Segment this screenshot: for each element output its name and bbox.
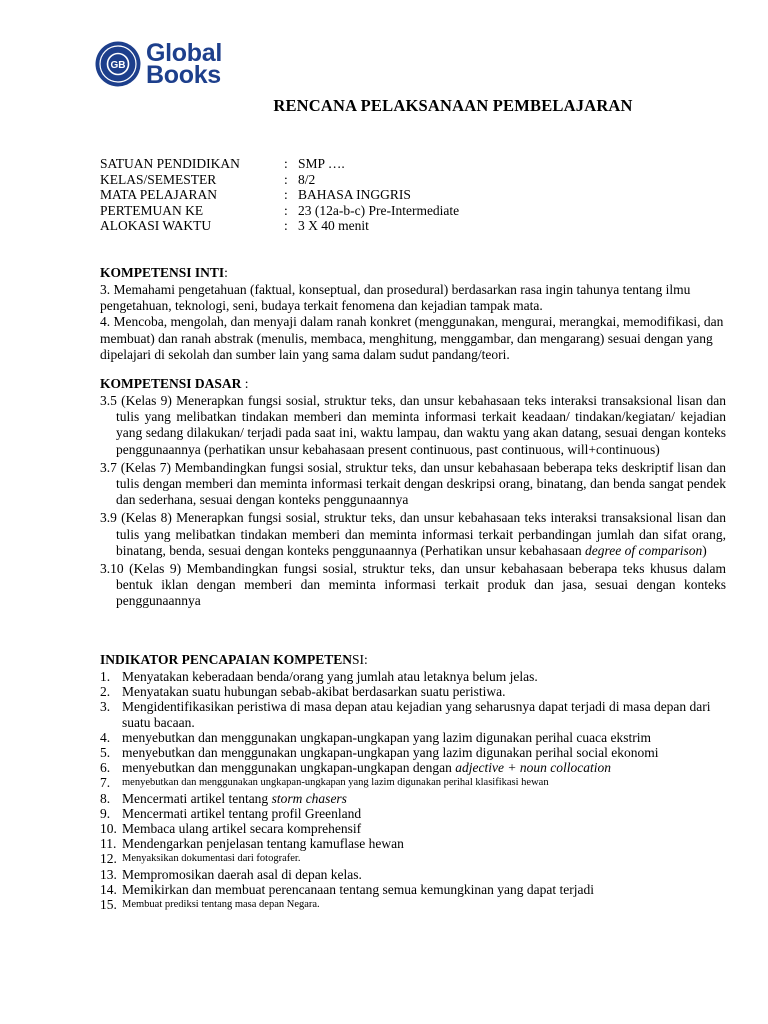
identity-row	[100, 172, 459, 188]
indikator-item	[100, 882, 726, 897]
kd-item-3-9-end: )	[702, 542, 707, 558]
kd-item-3-10: 3.10 (Kelas 9) Membandingkan fungsi sosial, struktur teks, dan unsur kebahasaan beberapa teks khusus dalam bentuk iklan dengan memberi dan meminta informasi terkait produk dan jasa, sesuai dengan konteks penggunaannya	[100, 561, 726, 609]
indikator-number: 3.	[100, 699, 111, 715]
identity-label: ALOKASI WAKTU	[100, 218, 212, 233]
indikator-text	[122, 730, 726, 745]
indikator-text-body: Mencermati artikel tentang	[122, 790, 272, 806]
indikator-number: 8.	[100, 790, 111, 806]
logo-wordmark	[146, 39, 222, 89]
indikator-item	[100, 684, 726, 699]
indikator-number: 15.	[100, 897, 117, 913]
document-title: RENCANA PELAKSANAAN PEMBELAJARAN	[273, 96, 633, 115]
indikator-number: 10.	[100, 821, 117, 837]
indikator-text	[122, 760, 726, 775]
indikator-text-body: Memikirkan dan membuat perencanaan tentang semua kemungkinan yang dapat terjadi	[122, 881, 594, 897]
indikator-text-body: Mencermati artikel tentang profil Greenland	[122, 805, 362, 821]
indikator-item	[100, 836, 726, 851]
indikator-item	[100, 669, 726, 684]
kd-item-3-9-emphasis: degree of comparison	[584, 542, 703, 558]
indikator-item	[100, 745, 726, 760]
indikator-item	[100, 760, 726, 775]
indikator-item	[100, 851, 726, 866]
indikator-text-body: menyebutkan dan menggunakan ungkapan-ungkapan yang lazim digunakan perihal cuaca ekstrim	[122, 729, 651, 745]
kd-heading-suffix: :	[241, 376, 249, 391]
identity-value: 23 (12a-b-c) Pre-Intermediate	[298, 202, 460, 218]
identity-value: BAHASA INGGRIS	[298, 187, 411, 202]
indikator-text	[122, 745, 726, 760]
indikator-item	[100, 821, 726, 836]
identity-colon: :	[284, 218, 288, 233]
indikator-number: 4.	[100, 729, 111, 745]
kompetensi-dasar-section	[100, 375, 726, 612]
kd-item-3-7: 3.7 (Kelas 7) Membandingkan fungsi sosial, struktur teks, dan unsur kebahasaan beberapa teks deskriptif lisan dan tulis dengan memberi dan meminta informasi terkait dengan deskripsi orang, binatang, dan benda sangat pendek dan sederhana, sesuai dengan konteks penggunaannya	[100, 459, 726, 508]
indikator-text	[122, 867, 726, 882]
indikator-item	[100, 730, 726, 745]
indikator-text	[122, 684, 726, 699]
ip-heading-text: INDIKATOR PENCAPAIAN KOMPETEN	[100, 652, 353, 667]
kd-item-3-9	[100, 510, 726, 559]
indikator-text	[122, 806, 726, 821]
identity-colon: :	[284, 156, 288, 171]
indikator-item	[100, 897, 726, 912]
indikator-text	[122, 897, 726, 912]
identity-label: PERTEMUAN KE	[100, 202, 204, 218]
identity-value: 3 X 40 menit	[298, 218, 369, 233]
kompetensi-dasar-heading	[100, 375, 726, 393]
indikator-text-body: Membuat prediksi tentang masa depan Negara.	[122, 899, 320, 911]
indikator-text-body: Membaca ulang artikel secara komprehensif	[122, 821, 362, 837]
logo-line-books: Books	[146, 61, 221, 89]
indikator-number: 6.	[100, 760, 111, 776]
indikator-text-body: menyebutkan dan menggunakan ungkapan-ungkapan yang lazim digunakan perihal klasifikasi hewan	[122, 777, 549, 789]
kd-item-3-9-text: 3.9 (Kelas 8) Menerapkan fungsi sosial, struktur teks, dan unsur kebahasaan teks interaksi transaksional lisan dan tulis yang melibatkan tindakan memberi dan meminta informasi terkait perbandingan jumlah dan sifat orang, binatang, benda, sesuai dengan konteks penggunaannya (Perhatikan unsur kebahasaan	[100, 510, 726, 558]
ki-heading-suffix: :	[224, 265, 228, 280]
indikator-text	[122, 699, 726, 729]
indikator-item	[100, 791, 726, 806]
indikator-text	[122, 775, 726, 790]
indikator-number: 7.	[100, 775, 111, 791]
indikator-text-body: Menyatakan suatu hubungan sebab-akibat berdasarkan suatu peristiwa.	[122, 684, 506, 700]
indikator-text-body: Menyaksikan dokumentasi dari fotografer.	[122, 853, 301, 865]
identity-table	[100, 156, 459, 234]
globe-seal-icon	[94, 40, 142, 88]
indikator-text	[122, 882, 726, 897]
indikator-number: 11.	[100, 836, 117, 852]
identity-value: 8/2	[298, 171, 316, 187]
ki-heading-text: KOMPETENSI INTI	[100, 265, 225, 280]
identity-row	[100, 203, 459, 219]
global-books-logo	[94, 40, 222, 88]
indikator-number: 2.	[100, 684, 111, 700]
ki-paragraph-4: 4. Mencoba, mengolah, dan menyaji dalam ranah konkret (menggunakan, mengurai, merangkai, memodifikasi, dan membuat) dan ranah abstrak (menulis, membaca, menghitung, menggambar, dan mengarang) sesuai dengan yang dipelajari di sekolah dan sumber lain yang sama dalam sudut pandang/teori.	[100, 314, 724, 362]
identity-label: MATA PELAJARAN	[100, 187, 218, 202]
identity-colon: :	[284, 202, 288, 218]
indikator-text	[122, 821, 726, 836]
indikator-emphasis: storm chasers	[271, 790, 347, 806]
indikator-item	[100, 699, 726, 729]
indikator-text-body: menyebutkan dan menggunakan ungkapan-ungkapan dengan	[122, 760, 456, 776]
ki-paragraph-3: 3. Memahami pengetahuan (faktual, konseptual, dan prosedural) berdasarkan rasa ingin tahunya tentang ilmu pengetahuan, teknologi, seni, budaya terkait fenomena dan kejadian tampak mata.	[100, 282, 691, 314]
indikator-text-body: menyebutkan dan menggunakan ungkapan-ungkapan yang lazim digunakan perihal social ekonomi	[122, 745, 659, 761]
indikator-text-body: Mendengarkan penjelasan tentang kamuflase hewan	[122, 836, 404, 852]
indikator-list	[100, 669, 726, 912]
identity-label: SATUAN PENDIDIKAN	[100, 156, 240, 171]
indikator-section	[100, 651, 726, 912]
identity-colon: :	[284, 171, 288, 187]
indikator-heading	[100, 651, 726, 669]
identity-label: KELAS/SEMESTER	[100, 171, 217, 187]
identity-value: SMP ….	[298, 156, 345, 171]
indikator-number: 14.	[100, 881, 117, 897]
seal-text: GB	[110, 60, 126, 71]
indikator-number: 5.	[100, 745, 111, 761]
indikator-text	[122, 836, 726, 851]
indikator-text-body: Menyatakan keberadaan benda/orang yang jumlah atau letaknya belum jelas.	[122, 669, 538, 684]
indikator-text	[122, 791, 726, 806]
indikator-number: 12.	[100, 851, 117, 867]
indikator-emphasis: adjective + noun collocation	[455, 760, 611, 776]
indikator-text-body: Mengidentifikasikan peristiwa di masa depan atau kejadian yang seharusnya dapat terjadi di masa depan dari suatu bacaan.	[122, 699, 711, 730]
indikator-text-body: Mempromosikan daerah asal di depan kelas.	[122, 866, 362, 882]
indikator-item	[100, 806, 726, 821]
indikator-text	[122, 669, 726, 684]
identity-row	[100, 218, 459, 234]
kompetensi-inti-section	[100, 264, 726, 363]
identity-colon: :	[284, 187, 288, 202]
identity-row	[100, 187, 459, 203]
indikator-item	[100, 867, 726, 882]
logo-line-global: Global	[146, 39, 222, 67]
indikator-number: 1.	[100, 669, 111, 684]
kd-item-3-5: 3.5 (Kelas 9) Menerapkan fungsi sosial, struktur teks, dan unsur kebahasaan teks interaksi transaksional lisan dan tulis yang melibatkan tindakan memberi dan meminta informasi terkait keadaan/ tindakan/kegiatan/ kejadian yang sedang dilakukan/ terjadi pada saat ini, waktu lampau, dan waktu yang akan datang, sesuai dengan konteks penggunaannya (perhatikan unsur kebahasaan present continuous, past continuous, will+continuous)	[100, 393, 726, 457]
indikator-number: 9.	[100, 805, 111, 821]
kd-heading-text: KOMPETENSI DASAR	[100, 376, 242, 391]
indikator-number: 13.	[100, 866, 117, 882]
indikator-item	[100, 775, 726, 790]
kompetensi-inti-heading	[100, 264, 726, 282]
ip-heading-plain: SI:	[352, 652, 368, 667]
identity-row	[100, 156, 459, 172]
indikator-text	[122, 851, 726, 866]
